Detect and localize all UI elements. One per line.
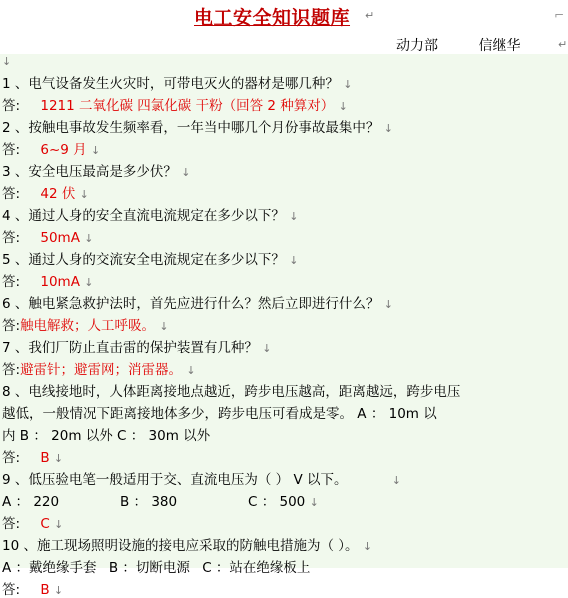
answer-2: 答: 6~9 月 ↓: [2, 142, 101, 158]
answer-3: 答: 42 伏 ↓: [2, 186, 89, 202]
question-list: [0, 54, 568, 598]
question-2: 2 、按触电事故发生频率看，一年当中哪几个月份事故最集中？ ↓: [2, 120, 393, 136]
question-7: 7 、我们厂防止直击雷的保护装置有几种？ ↓: [2, 340, 272, 356]
document-header: [0, 0, 568, 54]
author-name: 信继华: [478, 38, 521, 54]
paragraph-mark: ↵: [365, 9, 375, 22]
author-line: [396, 35, 520, 55]
margin-corner-mark: ⌐: [554, 8, 565, 22]
answer-8: 答: B ↓: [2, 450, 64, 466]
question-8-line-1: 8 、电线接地时，人体距离接地点越近，跨步电压越高，距离越远，跨步电压: [2, 384, 461, 400]
question-6: 6 、触电紧急救护法时，首先应进行什么？然后立即进行什么？ ↓: [2, 296, 393, 312]
question-1: 1 、电气设备发生火灾时，可带电灭火的器材是哪几种？ ↓: [2, 76, 353, 92]
answer-9: 答: C ↓: [2, 516, 64, 532]
question-8-line-2: 越低，一般情况下距离接地体多少，跨步电压可看成是零。 A ： 10m 以: [2, 406, 437, 422]
answer-1: 答: 1211 二氧化碳 四氯化碳 干粉（回答 2 种算对） ↓: [2, 98, 348, 114]
question-4: 4 、通过人身的安全直流电流规定在多少以下？ ↓: [2, 208, 299, 224]
question-9-options: A ： 220 B ： 380 C ： 500 ↓: [2, 494, 319, 510]
question-5: 5 、通过人身的交流安全电流规定在多少以下？ ↓: [2, 252, 299, 268]
department: 动力部: [396, 38, 438, 54]
question-9: 9 、低压验电笔一般适用于交、直流电压为（ ） V 以下。 ↓: [2, 472, 402, 488]
answer-6: 答:触电解救；人工呼吸。 ↓: [2, 318, 169, 334]
document-title: 电工安全知识题库: [194, 7, 351, 29]
question-3: 3 、安全电压最高是多少伏？ ↓: [2, 164, 191, 180]
answer-7: 答:避雷针；避雷网；消雷器。 ↓: [2, 362, 196, 378]
question-8-line-3: 内 B ： 20m 以外 C ： 30m 以外: [2, 428, 211, 444]
question-10: 10 、施工现场照明设施的接电应采取的防触电措施为（ ）。 ↓: [2, 538, 373, 554]
answer-10: 答: B ↓: [2, 582, 64, 598]
question-10-options: A ：戴绝缘手套 B ：切断电源 C ：站在绝缘板上: [2, 560, 311, 576]
answer-5: 答: 10mA ↓: [2, 274, 94, 290]
paragraph-mark: ↵: [558, 38, 568, 51]
answer-4: 答: 50mA ↓: [2, 230, 94, 246]
empty-paragraph-mark: ↓: [2, 55, 12, 68]
